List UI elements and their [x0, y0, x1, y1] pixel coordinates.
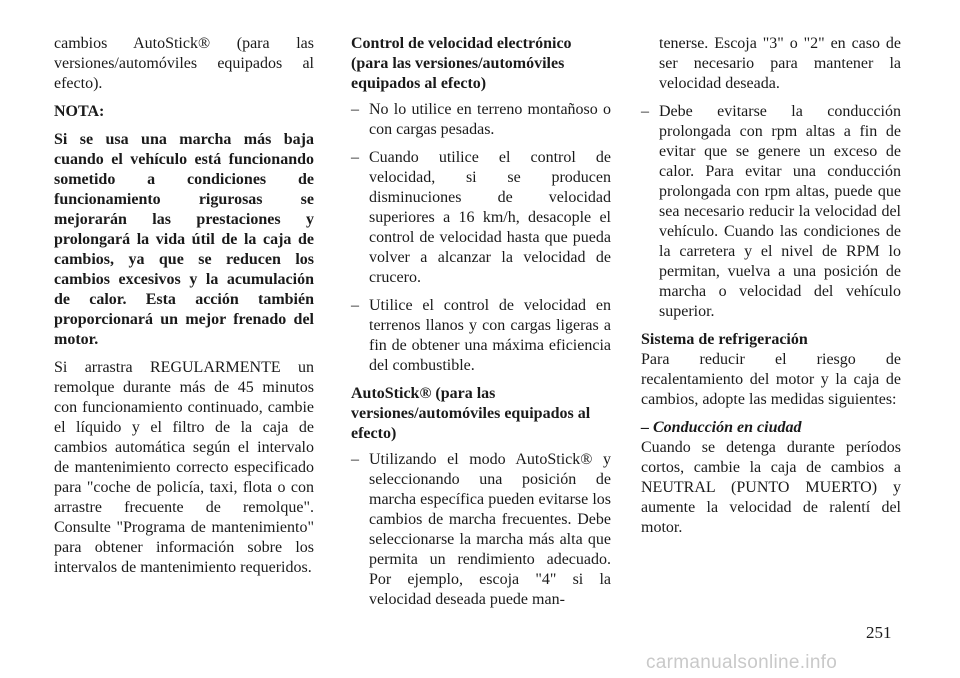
list-item-continuation: tenerse. Escoja "3" o "2" en caso de ser necesario para mantener la velocidad deseada. [659, 35, 901, 92]
speed-control-list [351, 100, 611, 376]
paragraph-cooling-intro: Para reducir el riesgo de recalentamiento del motor y la caja de cambios, adopte las medidas siguientes: [641, 351, 901, 408]
note-label: NOTA: [54, 103, 105, 120]
page-number: 251 [866, 623, 892, 642]
column-left [54, 34, 314, 586]
note-text: Si se usa una marcha más baja cuando el vehículo está funcionando sometido a condiciones de funcionamiento rigurosas se mejorarán las prestaciones y prolongará la vida útil de la caja de cambios, ya que se reducen los cambios excesivos y la acumulación de calor. Esta acción también proporcionará un mejor frenado del motor. [54, 131, 314, 348]
list-item: – No lo utilice en terreno montañoso o con cargas pesadas. [351, 100, 611, 140]
column-middle [351, 34, 611, 618]
autostick-list [351, 450, 611, 610]
list-item: – Utilizando el modo AutoStick® y seleccionando una posición de marcha específica pueden evitarse los cambios de marcha frecuentes. Debe seleccionarse la marcha más alta que permita un rendimiento adecuado. Por ejemplo, escoja "4" si la velocidad deseada puede man- [351, 450, 611, 610]
heading-cooling-system: Sistema de refrigeración [641, 331, 808, 348]
paragraph-towing: Si arrastra REGULARMENTE un remolque durante más de 45 minutos con funcionamiento continuado, cambie el líquido y el filtro de la caja de cambios automática según el intervalo de mantenimiento correcto especificado para "coche de policía, taxi, flota o con arrastre frecuente de remolque". Consulte "Programa de mantenimiento" para obtener información sobre los intervalos de mantenimiento requeridos. [54, 359, 314, 576]
heading-speed-control: Control de velocidad electrónico (para las versiones/automóviles equipados al efecto) [351, 35, 572, 92]
list-item: – Debe evitarse la conducción prolongada con rpm altas a fin de evitar que se genere un exceso de calor. Para evitar una conducción prolongada con rpm altas, puede que sea necesario reducir la velocidad del vehículo. Cuando las condiciones de la carretera y el nivel de RPM lo permitan, vuelva a una posición de marcha o velocidad del vehículo superior. [641, 102, 901, 322]
paragraph-city-driving: Cuando se detenga durante períodos cortos, cambie la caja de cambios a NEUTRAL (PUNTO MUERTO) y aumente la velocidad de ralentí del motor. [641, 439, 901, 536]
rpm-list [641, 102, 901, 322]
column-right [641, 34, 901, 546]
watermark: carmanualsonline.info [646, 652, 838, 673]
heading-autostick: AutoStick® (para las versiones/automóviles equipados al efecto) [351, 385, 591, 442]
subheading-city-driving: – Conducción en ciudad [641, 419, 802, 436]
list-item: – Utilice el control de velocidad en terrenos llanos y con cargas ligeras a fin de obtener una máxima eficiencia del combustible. [351, 296, 611, 376]
list-item: – Cuando utilice el control de velocidad, si se producen disminuciones de velocidad superiores a 16 km/h, desacople el control de velocidad hasta que pueda volver a alcanzar la velocidad de crucero. [351, 148, 611, 288]
paragraph-autostick-cont: cambios AutoStick® (para las versiones/automóviles equipados al efecto). [54, 35, 314, 92]
